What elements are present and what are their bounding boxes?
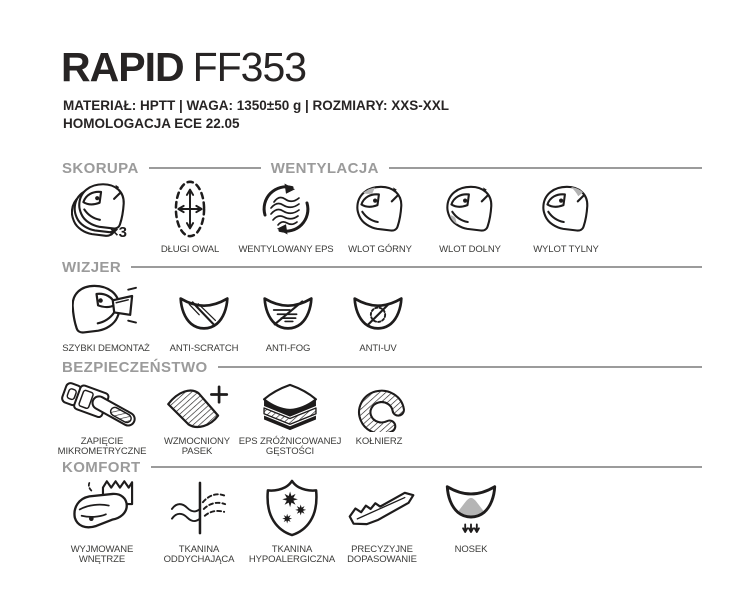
removable-liner-icon: [66, 475, 138, 541]
feature-wentylowany-eps: [234, 177, 338, 255]
neck-collar-icon: [346, 382, 412, 432]
down-arrows-icon: [463, 524, 479, 532]
divider-line: [151, 466, 702, 468]
feature-label: WLOT GÓRNY: [348, 244, 412, 255]
product-model: FF353: [192, 44, 307, 90]
section-header-row-4: [62, 459, 702, 475]
feature-anti-fog: [236, 280, 340, 354]
feature-label: WYJMOWANE WNĘTRZE: [70, 544, 134, 565]
reinforced-strap-icon: [163, 383, 231, 431]
anti-uv-visor-icon: [350, 290, 406, 330]
section-header-row-1: [62, 160, 702, 176]
feature-label: WYLOT TYLNY: [533, 244, 599, 255]
feature-label: KOŁNIERZ: [355, 436, 403, 447]
rear-outlet-helmet-icon: [537, 182, 595, 237]
product-name: RAPID: [61, 44, 184, 90]
feature-oddychajaca: [147, 475, 251, 565]
anti-scratch-visor-icon: [176, 290, 232, 330]
feature-label: NOSEK: [454, 544, 488, 555]
feature-label: ANTI-UV: [359, 343, 397, 354]
hypoallergenic-shield-icon: [264, 477, 320, 539]
feature-label: WLOT DOLNY: [439, 244, 501, 255]
bottom-vent-helmet-icon: [441, 182, 499, 237]
ventilated-eps-icon: [258, 181, 314, 237]
feature-anti-uv: [326, 280, 430, 354]
section-title-komfort: KOMFORT: [62, 458, 141, 476]
divider-line: [149, 167, 261, 169]
feature-pasek: [145, 381, 249, 457]
micrometric-buckle-icon: [58, 382, 146, 432]
feature-label: WZMOCNIONY PASEK: [163, 436, 231, 457]
divider-line: [218, 366, 702, 368]
feature-zapiecie: [50, 381, 154, 457]
precise-fit-icon: [345, 487, 419, 529]
feature-label: TKANINA ODDYCHAJĄCA: [163, 544, 235, 565]
feature-label: SZYBKI DEMONTAŻ: [62, 343, 150, 354]
section-title-skorupa: SKORUPA: [62, 159, 139, 177]
feature-wlot-gorny: [328, 177, 432, 255]
feature-label: TKANINA HYPOALERGICZNA: [248, 544, 336, 565]
feature-hypoalergiczna: [240, 475, 344, 565]
feature-label: WENTYLOWANY EPS: [238, 244, 334, 255]
feature-dlugi-owal: [138, 177, 242, 255]
feature-label: PRECYZYJNE DOPASOWANIE: [347, 544, 417, 565]
section-title-wentylacja: WENTYLACJA: [270, 159, 379, 177]
long-oval-icon: [170, 176, 210, 242]
product-specs: [63, 97, 449, 133]
feature-label: ANTI-FOG: [265, 343, 311, 354]
helmet-x3-icon: [71, 179, 137, 239]
feature-wylot-tylny: [514, 177, 618, 255]
section-header-row-2: [62, 259, 702, 275]
section-title-bezpieczenstwo: BEZPIECZEŃSTWO: [62, 358, 208, 376]
feature-wnetrze: [50, 475, 154, 565]
feature-label: EPS ZRÓŻNICOWANEJ GĘSTOŚCI: [238, 436, 342, 457]
divider-line: [131, 266, 702, 268]
feature-wlot-dolny: [418, 177, 522, 255]
page-title: [61, 44, 306, 91]
section-header-row-3: [62, 359, 702, 375]
feature-nosek: [419, 475, 523, 555]
quick-release-visor-icon: [72, 281, 140, 339]
specs-line-1: MATERIAŁ: HPTT | WAGA: 1350±50 g | ROZMIARY: XXS-XXL: [63, 98, 449, 113]
nose-guard-icon: [440, 478, 502, 538]
feature-label: DŁUGI OWAL: [160, 244, 220, 255]
top-vent-helmet-icon: [351, 182, 409, 237]
feature-label: ANTI-SCRATCH: [169, 343, 239, 354]
anti-fog-visor-icon: [260, 290, 316, 330]
feature-szybki-demontaz: [54, 280, 158, 354]
divider-line: [389, 167, 702, 169]
specs-line-2: HOMOLOGACJA ECE 22.05: [63, 116, 240, 131]
section-title-wizjer: WIZJER: [62, 258, 122, 276]
multi-density-eps-icon: [252, 382, 328, 432]
feature-label: ZAPIĘCIE MIKROMETRYCZNE: [57, 436, 147, 457]
x3-badge: ×3: [109, 224, 127, 241]
breathable-fabric-icon: [168, 479, 230, 537]
feature-kolnierz: [327, 381, 431, 447]
